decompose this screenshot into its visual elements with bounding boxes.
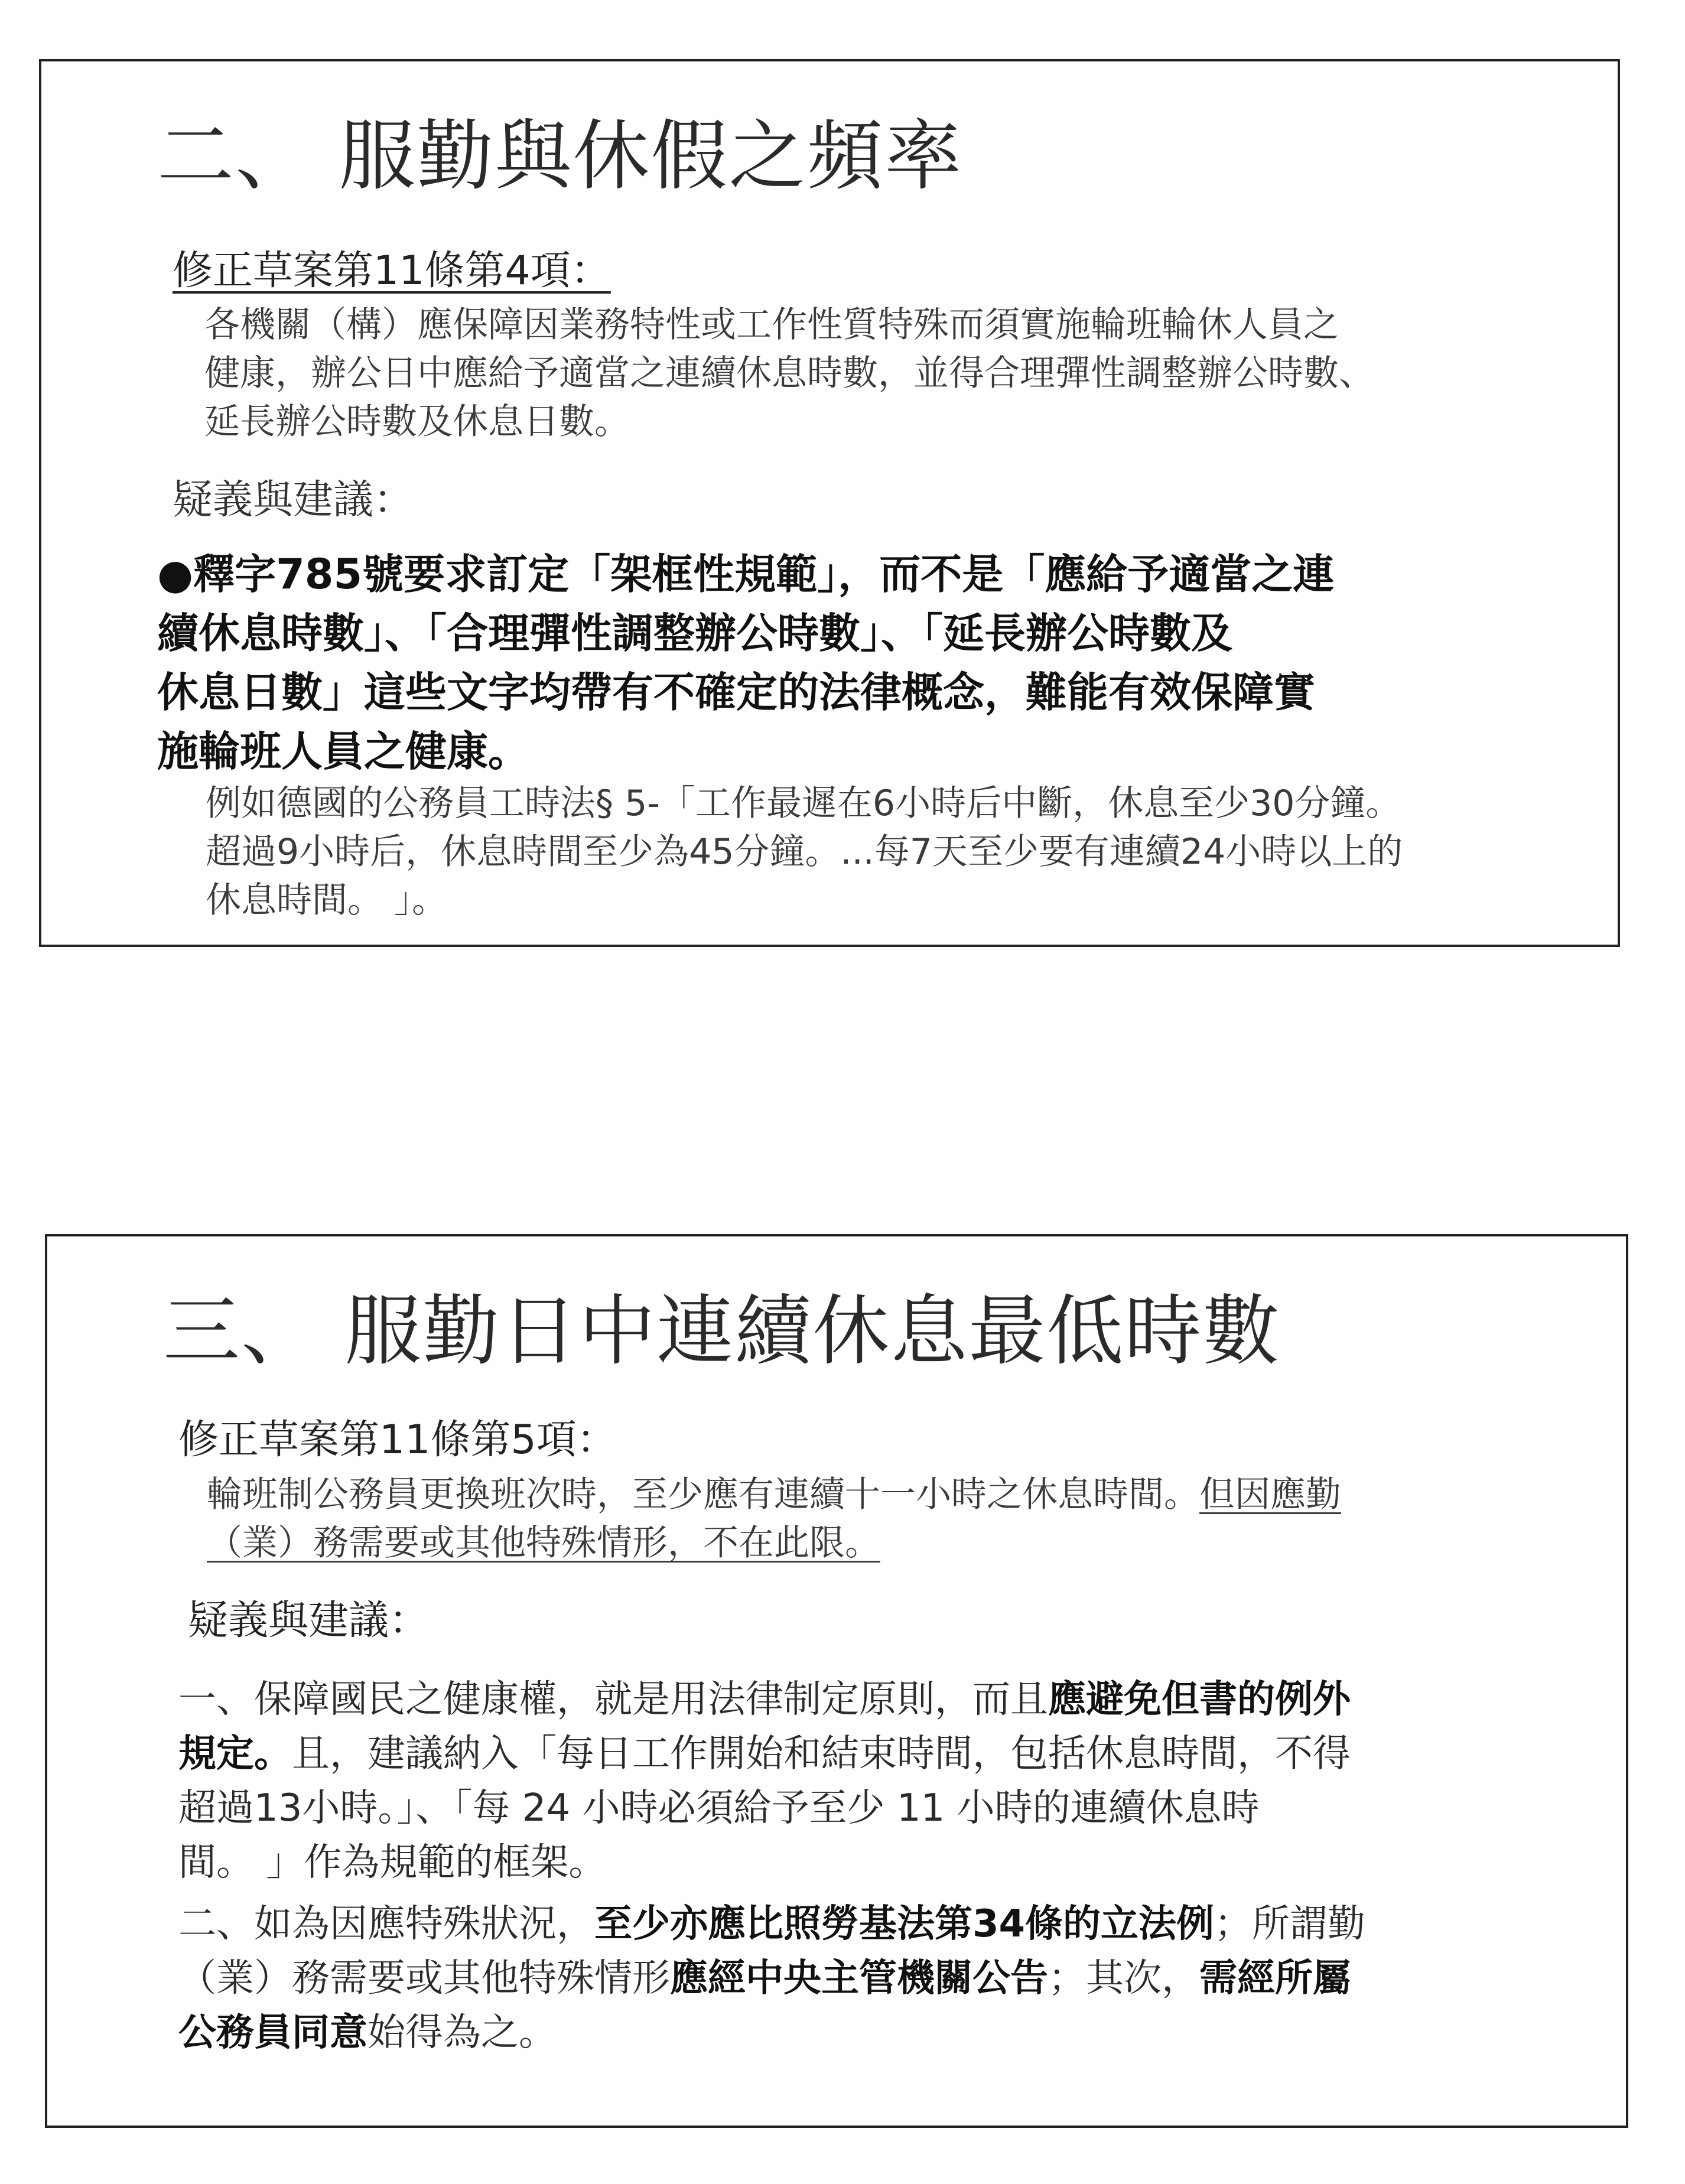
slide-title: 二、 服勤與休假之頻率	[157, 111, 963, 201]
example-line: 例如德國的公務員工時法§ 5-「工作最遲在6小時后中斷，休息至少30分鐘。	[206, 783, 1401, 824]
article-text	[204, 301, 1374, 446]
article-proviso-line: （業）務需要或其他特殊情形，不在此限。	[207, 1522, 880, 1564]
point-text: 且，建議納入「每日工作開始和結束時間，包括休息時間，不得	[292, 1732, 1351, 1776]
article-line: 延長辦公時數及休息日數。	[204, 401, 630, 442]
point-one	[178, 1672, 1351, 1890]
point-line	[178, 1727, 1351, 1781]
point-text: ；所謂勤	[1214, 1902, 1366, 1946]
article-heading: 修正草案第11條第4項：	[173, 248, 611, 294]
bullet-line: 休息日數」這些文字均帶有不確定的法律概念，難能有效保障實	[157, 668, 1315, 717]
bullet-line: 續休息時數」、「合理彈性調整辦公時數」、「延長辦公時數及	[157, 609, 1232, 658]
slide-title: 三、 服勤日中連續休息最低時數	[163, 1286, 1281, 1376]
point-line	[178, 1951, 1365, 2006]
article-line: 各機關（構）應保障因業務特性或工作性質特殊而須實施輪班輪休人員之	[204, 304, 1339, 346]
point-emphasis: 應經中央主管機關公告	[670, 1957, 1048, 2000]
slide-frequency	[39, 59, 1620, 947]
point-emphasis: 公務員同意	[178, 2011, 367, 2055]
point-line	[178, 2006, 1365, 2060]
example-line: 超過9小時后，休息時間至少為45分鐘。...每7天至少要有連續24小時以上的	[206, 831, 1403, 873]
example-text	[206, 779, 1403, 925]
point-text: 始得為之。	[367, 2011, 557, 2055]
article-proviso: 但因應勤	[1199, 1474, 1341, 1515]
questions-heading: 疑義與建議：	[173, 477, 414, 523]
bullet-line: ●釋字785號要求訂定「架框性規範」，而不是「應給予適當之連	[157, 550, 1335, 598]
point-emphasis: 應避免但書的例外	[1048, 1678, 1351, 1721]
point-emphasis: 至少亦應比照勞基法第34條的立法例	[594, 1902, 1215, 1946]
bullet-text	[157, 545, 1334, 781]
point-text: 二、如為因應特殊狀況，	[178, 1902, 594, 1946]
article-main: 輪班制公務員更換班次時，至少應有連續十一小時之休息時間。	[207, 1474, 1199, 1515]
point-text: ；其次，	[1048, 1957, 1199, 2000]
questions-heading: 疑義與建議：	[188, 1597, 430, 1644]
point-line: 超過13小時。」、「每 24 小時必須給予至少 11 小時的連續休息時	[178, 1786, 1260, 1830]
point-line: 間。 」作為規範的框架。	[178, 1841, 607, 1884]
point-two	[178, 1897, 1365, 2060]
article-heading: 修正草案第11條第5項：	[178, 1417, 617, 1463]
bullet-line: 施輪班人員之健康。	[157, 727, 529, 776]
slide-rest-hours	[45, 1234, 1628, 2128]
point-text: 一、保障國民之健康權，就是用法律制定原則，而且	[178, 1678, 1048, 1721]
point-line	[178, 1672, 1351, 1727]
article-line	[207, 1470, 1341, 1519]
article-line: 健康，辦公日中應給予適當之連續休息時數，並得合理彈性調整辦公時數、	[204, 353, 1374, 394]
article-text	[207, 1470, 1341, 1567]
example-line: 休息時間。 」。	[206, 880, 448, 921]
point-emphasis: 需經所屬	[1199, 1957, 1351, 2000]
point-emphasis: 規定。	[178, 1732, 292, 1776]
point-text: （業）務需要或其他特殊情形	[178, 1957, 670, 2000]
point-line	[178, 1897, 1365, 1951]
